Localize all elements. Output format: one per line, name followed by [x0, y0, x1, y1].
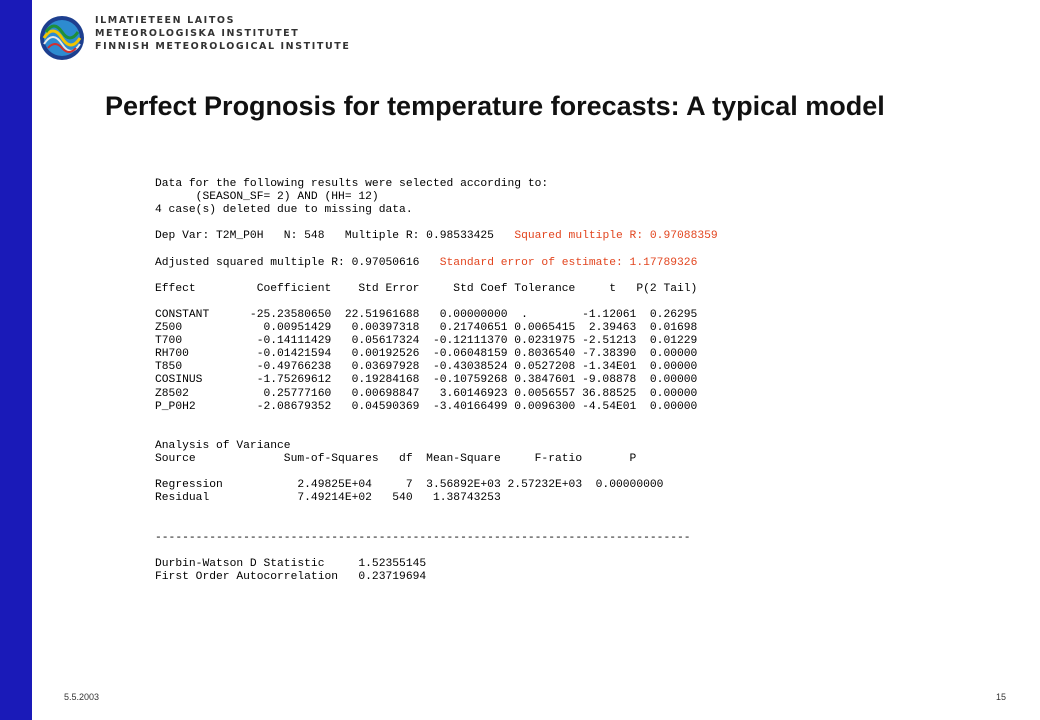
coef-row-t700: T700 -0.14111429 0.05617324 -0.12111370 0.0231975 -2.51213 0.01229: [155, 335, 698, 348]
squared-multiple-r: Squared multiple R: 0.97088359: [514, 230, 718, 243]
institute-logo-icon: [38, 14, 86, 62]
institute-name-en: FINNISH METEOROLOGICAL INSTITUTE: [95, 41, 351, 52]
coef-table-header: Effect Coefficient Std Error Std Coef Tolerance t P(2 Tail): [155, 282, 698, 295]
coef-row-constant: CONSTANT -25.23580650 22.51961688 0.00000000 . -1.12061 0.26295: [155, 308, 698, 321]
coef-row-z8502: Z8502 0.25777160 0.00698847 3.60146923 0.0056557 36.88525 0.00000: [155, 387, 698, 400]
selection-line-2: (SEASON_SF= 2) AND (HH= 12): [155, 191, 379, 204]
coef-row-z500: Z500 0.00951429 0.00397318 0.21740651 0.0065415 2.39463 0.01698: [155, 322, 698, 335]
footer-date: 5.5.2003: [64, 692, 100, 702]
autocorrelation-line: First Order Autocorrelation 0.23719694: [155, 570, 427, 583]
anova-header: Source Sum-of-Squares df Mean-Square F-ratio P: [155, 452, 637, 465]
selection-line-1: Data for the following results were selected according to:: [155, 178, 549, 190]
depvar-line: Dep Var: T2M_P0H N: 548 Multiple R: 0.98533425: [155, 230, 515, 243]
coef-row-cosinus: COSINUS -1.75269612 0.19284168 -0.10759268 0.3847601 -9.08878 0.00000: [155, 374, 698, 387]
page-number: 15: [996, 692, 1007, 702]
adjusted-r-line: Adjusted squared multiple R: 0.97050616: [155, 256, 440, 269]
regression-output: [155, 178, 718, 584]
coef-row-t850: T850 -0.49766238 0.03697928 -0.43038524 0.0527208 -1.34E01 0.00000: [155, 361, 698, 374]
selection-line-3: 4 case(s) deleted due to missing data.: [155, 204, 413, 217]
standard-error: Standard error of estimate: 1.17789326: [439, 256, 698, 269]
anova-title: Analysis of Variance: [155, 439, 291, 452]
anova-row-residual: Residual 7.49214E+02 540 1.38743253: [155, 492, 501, 505]
institute-name-sv: METEOROLOGISKA INSTITUTET: [95, 28, 300, 39]
institute-name-fi: ILMATIETEEN LAITOS: [95, 15, 236, 26]
anova-row-regression: Regression 2.49825E+04 7 3.56892E+03 2.57232E+03 0.00000000: [155, 479, 664, 492]
coef-row-p-p0h2: P_P0H2 -2.08679352 0.04590369 -3.40166499 0.0096300 -4.54E01 0.00000: [155, 400, 698, 413]
divider-line: -------------------------------------------------------------------------------: [155, 531, 691, 544]
durbin-watson-line: Durbin-Watson D Statistic 1.52355145: [155, 557, 427, 570]
left-sidebar-bar: [0, 0, 32, 720]
coef-row-rh700: RH700 -0.01421594 0.00192526 -0.06048159 0.8036540 -7.38390 0.00000: [155, 348, 698, 361]
slide-title: Perfect Prognosis for temperature forecasts: A typical model: [105, 91, 885, 121]
institute-name: [95, 14, 350, 53]
